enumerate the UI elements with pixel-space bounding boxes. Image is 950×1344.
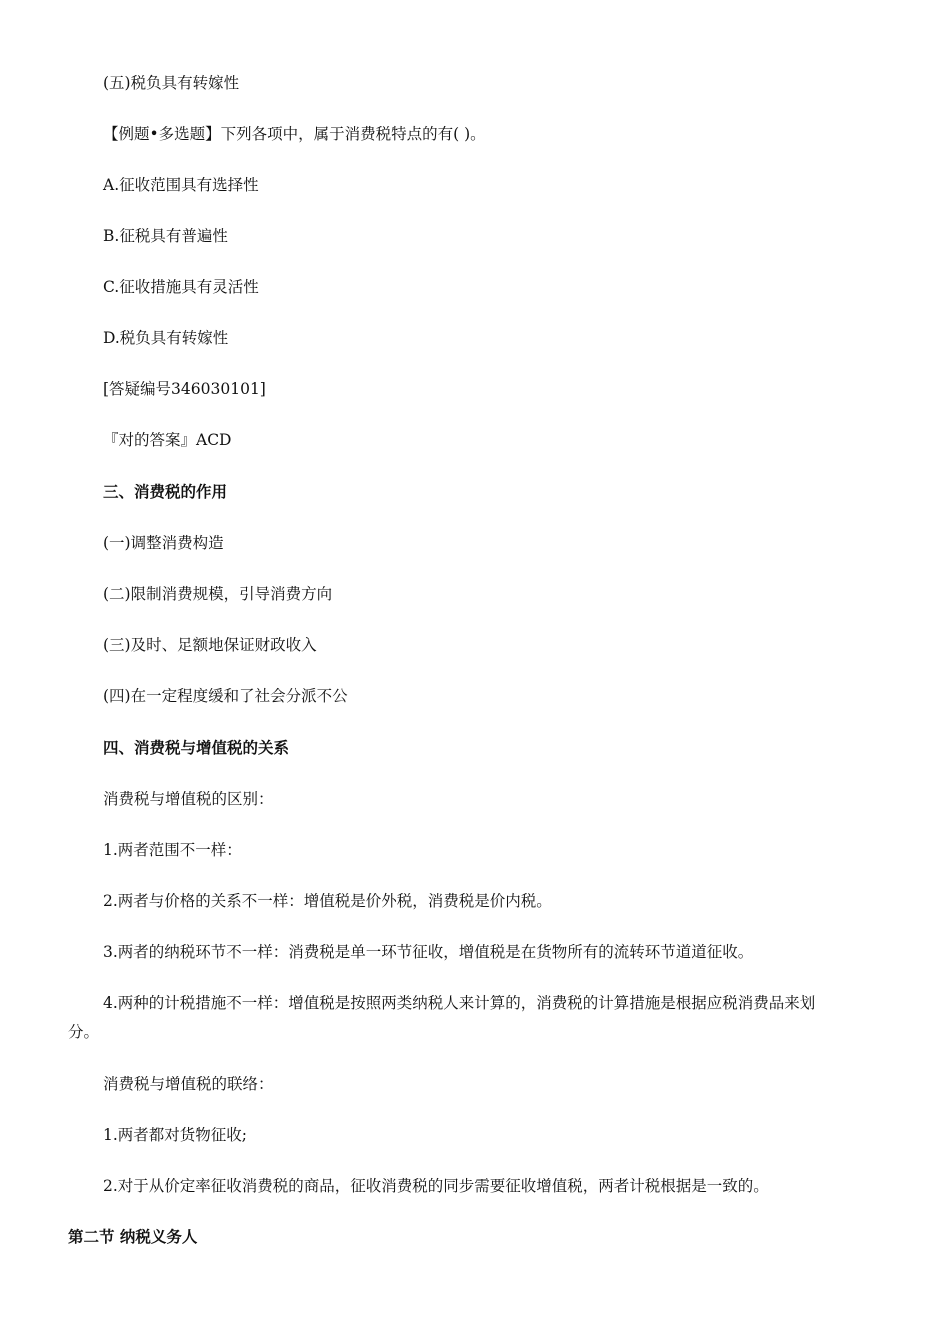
paragraph-line: (四)在一定程度缓和了社会分派不公 xyxy=(103,687,348,705)
example-question: 【例题•多选题】下列各项中，属于消费税特点的有( )。 xyxy=(103,125,486,143)
paragraph-line: 1.两者都对货物征收; xyxy=(103,1126,248,1144)
paragraph-line-continuation: 分。 xyxy=(68,1023,100,1041)
paragraph-line: (五)税负具有转嫁性 xyxy=(103,74,240,92)
paragraph-line: (一)调整消费构造 xyxy=(103,534,224,552)
correct-answer: 『对的答案』ACD xyxy=(103,431,232,449)
paragraph-line: 2.对于从价定率征收消费税的商品，征收消费税的同步需要征收增值税，两者计税根据是一致的。 xyxy=(103,1177,769,1195)
option-b: B.征税具有普遍性 xyxy=(103,227,228,245)
paragraph-line: (三)及时、足额地保证财政收入 xyxy=(103,636,317,654)
answer-id: [答疑编号346030101] xyxy=(103,380,266,398)
paragraph-line: 1.两者范围不一样： xyxy=(103,841,242,859)
option-a: A.征收范围具有选择性 xyxy=(103,176,259,194)
paragraph-line: 3.两者的纳税环节不一样：消费税是单一环节征收，增值税是在货物所有的流转环节道道征收。 xyxy=(103,943,754,961)
option-d: D.税负具有转嫁性 xyxy=(103,329,229,347)
paragraph-line: 4.两种的计税措施不一样：增值税是按照两类纳税人来计算的，消费税的计算措施是根据应税消费品来划 xyxy=(103,994,816,1012)
option-c: C.征收措施具有灵活性 xyxy=(103,278,259,296)
paragraph-line: 2.两者与价格的关系不一样：增值税是价外税，消费税是价内税。 xyxy=(103,892,552,910)
section-heading: 四、消费税与增值税的关系 xyxy=(103,738,290,757)
section-heading: 三、消费税的作用 xyxy=(103,482,228,501)
chapter-heading: 第二节 纳税义务人 xyxy=(68,1227,198,1246)
paragraph-line: 消费税与增值税的联络： xyxy=(103,1075,274,1093)
paragraph-line: (二)限制消费规模，引导消费方向 xyxy=(103,585,333,603)
paragraph-line: 消费税与增值税的区别： xyxy=(103,790,274,808)
